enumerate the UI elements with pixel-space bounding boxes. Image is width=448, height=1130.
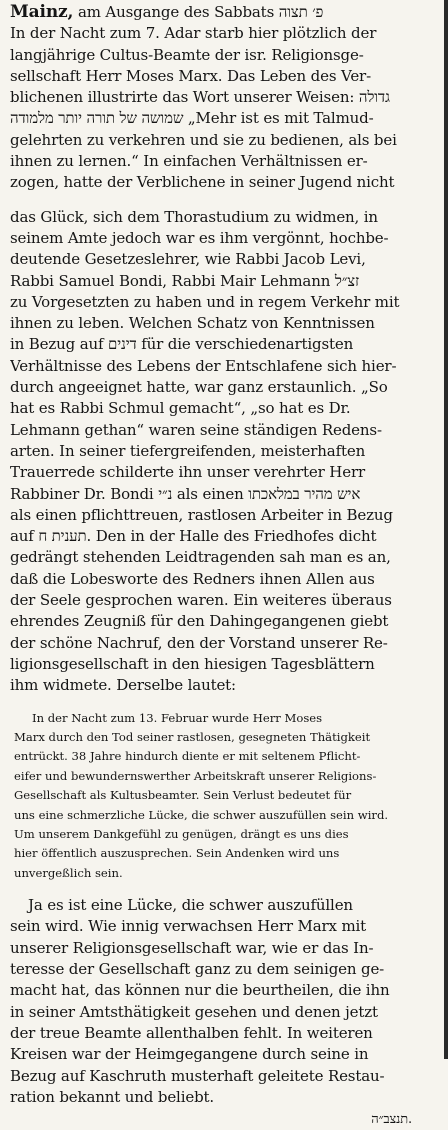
main-line: als einen pflichttreuen, rastlosen Arbeiter in Bezug [10,505,393,524]
closing-line: der treue Beamte allenthalben fehlt. In weiteren [10,1023,373,1042]
dateline-place: Mainz, [10,2,74,22]
closing-line: teresse der Gesellschaft ganz zu dem seinigen ge- [10,960,385,979]
closing-line: in seiner Amtsthätigkeit gesehen und denen jetzt [10,1002,378,1021]
closing-line: Ja es ist eine Lücke, die schwer auszufüllen [28,896,353,915]
main-line: auf תענית ח. Den in der Halle des Friedhofes dicht [10,527,377,546]
main-line: seinem Amte jedoch war es ihm vergönnt, hochbe- [10,228,389,247]
paragraph-intro [10,2,440,194]
quote-line: Gesellschaft als Kultusbeamter. Sein Verlust bedeutet für [14,788,352,803]
intro-line: שמושה של תורה יותר מלמודה „Mehr ist es mit Talmud- [10,109,374,128]
main-line: deutende Gesetzeslehrer, wie Rabbi Jacob Levi, [10,250,366,269]
intro-line [10,2,440,23]
main-line: zu Vorgesetzten zu haben und in regem Verkehr mit [10,292,400,311]
main-line: Trauerrede schilderte ihn unser verehrter Herr [10,463,365,482]
main-line: ligionsgesellschaft in den hiesigen Tagesblättern [10,654,375,673]
main-line: der Seele gesprochen waren. Ein weiteres überaus [10,591,392,610]
quote-line: unvergeßlich sein. [14,865,123,880]
main-line: Rabbiner Dr. Bondi נ״י als einen איש מהיר במלאכתו [10,484,361,503]
column-rule [444,0,448,1059]
intro-line: In der Nacht zum 7. Adar starb hier plötzlich der [10,24,377,43]
dateline-text: am Ausgange des Sabbats פ׳ תצוה [73,3,324,21]
intro-line: gelehrten zu verkehren und sie zu bedienen, als bei [10,130,397,149]
column-gap [10,194,440,207]
intro-line: zogen, hatte der Verblichene in seiner Jugend nicht [10,173,395,192]
main-line: ehrendes Zeugniß für den Dahingegangenen giebt [10,612,389,631]
quote-line: In der Nacht zum 13. Februar wurde Herr Moses [32,710,323,725]
main-line: daß die Lobesworte des Redners ihnen Allen aus [10,569,375,588]
main-line: ihm widmete. Derselbe lautet: [10,676,236,695]
quote-line: Marx durch den Tod seiner rastlosen, gesegneten Thätigkeit [14,729,371,744]
closing-line: macht hat, das können nur die beurtheilen, die ihn [10,981,390,1000]
main-line: in Bezug auf דינים für die verschiedenartigsten [10,335,354,354]
main-line: der schöne Nachruf, den der Vorstand unserer Re- [10,633,388,652]
closing-line: Kreisen war der Heimgegangene durch seine in [10,1045,369,1064]
main-line: durch angeeignet hatte, war ganz erstaunlich. „So [10,378,388,397]
main-line: arten. In seiner tiefergreifenden, meisterhaften [10,441,366,460]
closing-line: Bezug auf Kaschruth musterhaft geleitete Restau- [10,1066,385,1085]
paragraph-closing [10,895,440,1108]
main-line: Verhältnisse des Lebens der Entschlafene sich hier- [10,356,397,375]
main-line: hat es Rabbi Schmul gemacht“, „so hat es Dr. [10,399,351,418]
intro-line: blichenen illustrirte das Wort unserer Weisen: גדולה [10,88,390,107]
quote-line: hier öffentlich auszusprechen. Sein Andenken wird uns [14,846,340,861]
main-line: Lehmann gethan“ waren seine ständigen Redens- [10,420,382,439]
main-line: das Glück, sich dem Thorastudium zu widmen, in [10,207,378,226]
closing-line: sein wird. Wie innig verwachsen Herr Marx mit [10,917,367,936]
quote-line: Um unserem Dankgefühl zu genügen, drängt es uns dies [14,826,349,841]
main-line: gedrängt stehenden Leidtragenden sah man es an, [10,548,391,567]
signature-hebrew: תנצב״ה. [371,1112,412,1128]
intro-line: ihnen zu lernen.“ In einfachen Verhältnissen er- [10,152,368,171]
quote-line: entrückt. 38 Jahre hindurch diente er mit seltenem Pflicht- [14,749,361,764]
closing-line: ration bekannt und beliebt. [10,1087,215,1106]
main-line: Rabbi Samuel Bondi, Rabbi Mair Lehmann זצ״ל [10,271,359,290]
closing-line: unserer Religionsgesellschaft war, wie er das In- [10,938,374,957]
quote-line: uns eine schmerzliche Lücke, die schwer auszufüllen sein wird. [14,807,389,822]
intro-line: sellschaft Herr Moses Marx. Das Leben des Ver- [10,66,371,85]
main-line: ihnen zu leben. Welchen Schatz von Kenntnissen [10,314,375,333]
obituary-notice-quote [14,709,440,884]
intro-line: langjährige Cultus-Beamte der isr. Religionsge- [10,45,364,64]
quote-line: eifer und bewundernswerther Arbeitskraft unserer Religions- [14,768,377,783]
paragraph-main [10,207,440,697]
